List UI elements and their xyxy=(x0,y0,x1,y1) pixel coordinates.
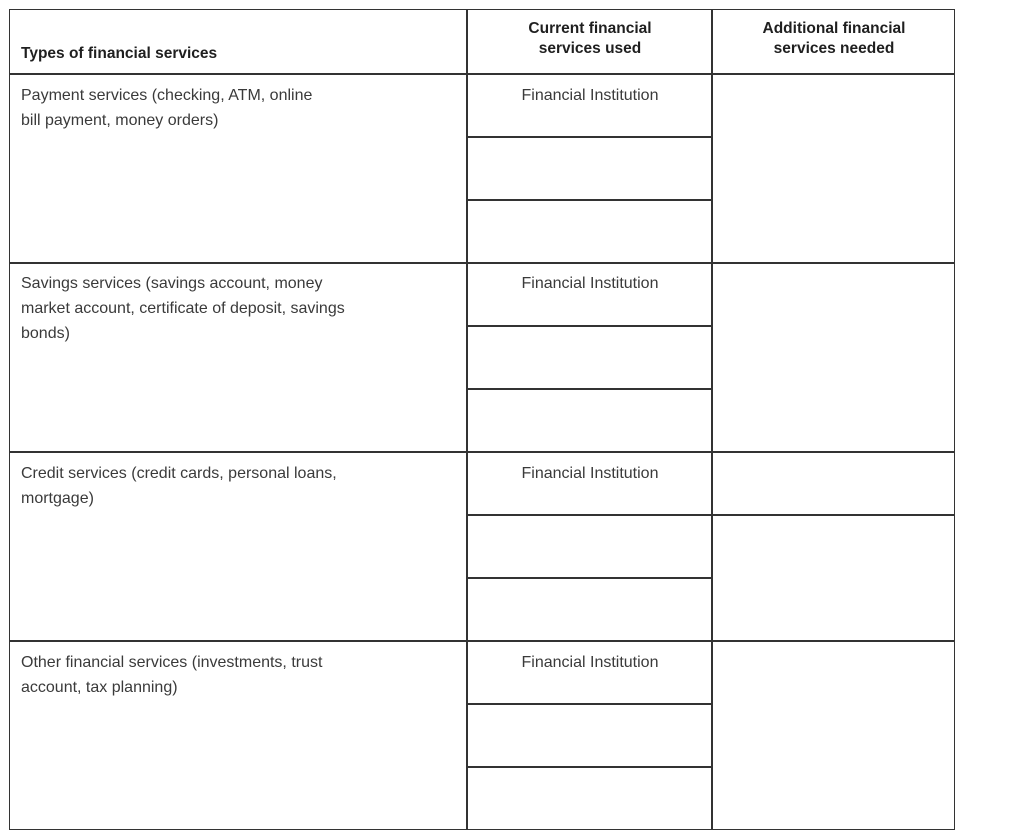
header-additional-line1: Additional financial xyxy=(762,20,906,37)
service-type-payment xyxy=(21,83,441,133)
current-subrow-rule xyxy=(466,703,712,705)
section-rule-1 xyxy=(9,262,955,264)
current-subrow-rule xyxy=(466,766,712,768)
current-service-entry: Financial Institution xyxy=(521,275,659,292)
service-text-line: Payment services (checking, ATM, online xyxy=(21,87,313,104)
service-text-line: bonds) xyxy=(21,325,70,342)
service-text-line: Other financial services (investments, trust xyxy=(21,654,323,671)
service-text-line: mortgage) xyxy=(21,490,94,507)
financial-services-worksheet xyxy=(9,9,955,830)
header-rule xyxy=(9,73,955,75)
service-type-credit xyxy=(21,461,441,511)
service-text-line: account, tax planning) xyxy=(21,679,178,696)
service-text-line: Savings services (savings account, money xyxy=(21,275,323,292)
current-service-entry: Financial Institution xyxy=(521,654,659,671)
header-additional-line2: services needed xyxy=(773,40,895,57)
current-subrow-rule xyxy=(466,514,955,516)
current-subrow-rule xyxy=(466,199,712,201)
current-subrow-rule xyxy=(466,388,712,390)
current-service-entry: Financial Institution xyxy=(521,87,659,104)
service-text-line: bill payment, money orders) xyxy=(21,112,219,129)
column-divider-current-additional xyxy=(711,9,713,830)
service-type-savings xyxy=(21,271,441,346)
column-divider-types-current xyxy=(466,9,468,830)
current-subrow-rule xyxy=(466,325,712,327)
service-text-line: market account, certificate of deposit, savings xyxy=(21,300,345,317)
service-text-line: Credit services (credit cards, personal loans, xyxy=(21,465,337,482)
header-additional-services xyxy=(713,19,955,59)
header-current-line2: services used xyxy=(538,40,642,57)
current-subrow-rule xyxy=(466,136,712,138)
current-subrow-rule xyxy=(466,577,712,579)
header-current-line1: Current financial xyxy=(528,20,652,37)
current-service-entry: Financial Institution xyxy=(521,465,659,482)
header-types: Types of financial services xyxy=(21,45,218,62)
header-current-services xyxy=(468,19,712,59)
service-type-other xyxy=(21,650,441,700)
section-rule-2 xyxy=(9,451,955,453)
section-rule-3 xyxy=(9,640,955,642)
